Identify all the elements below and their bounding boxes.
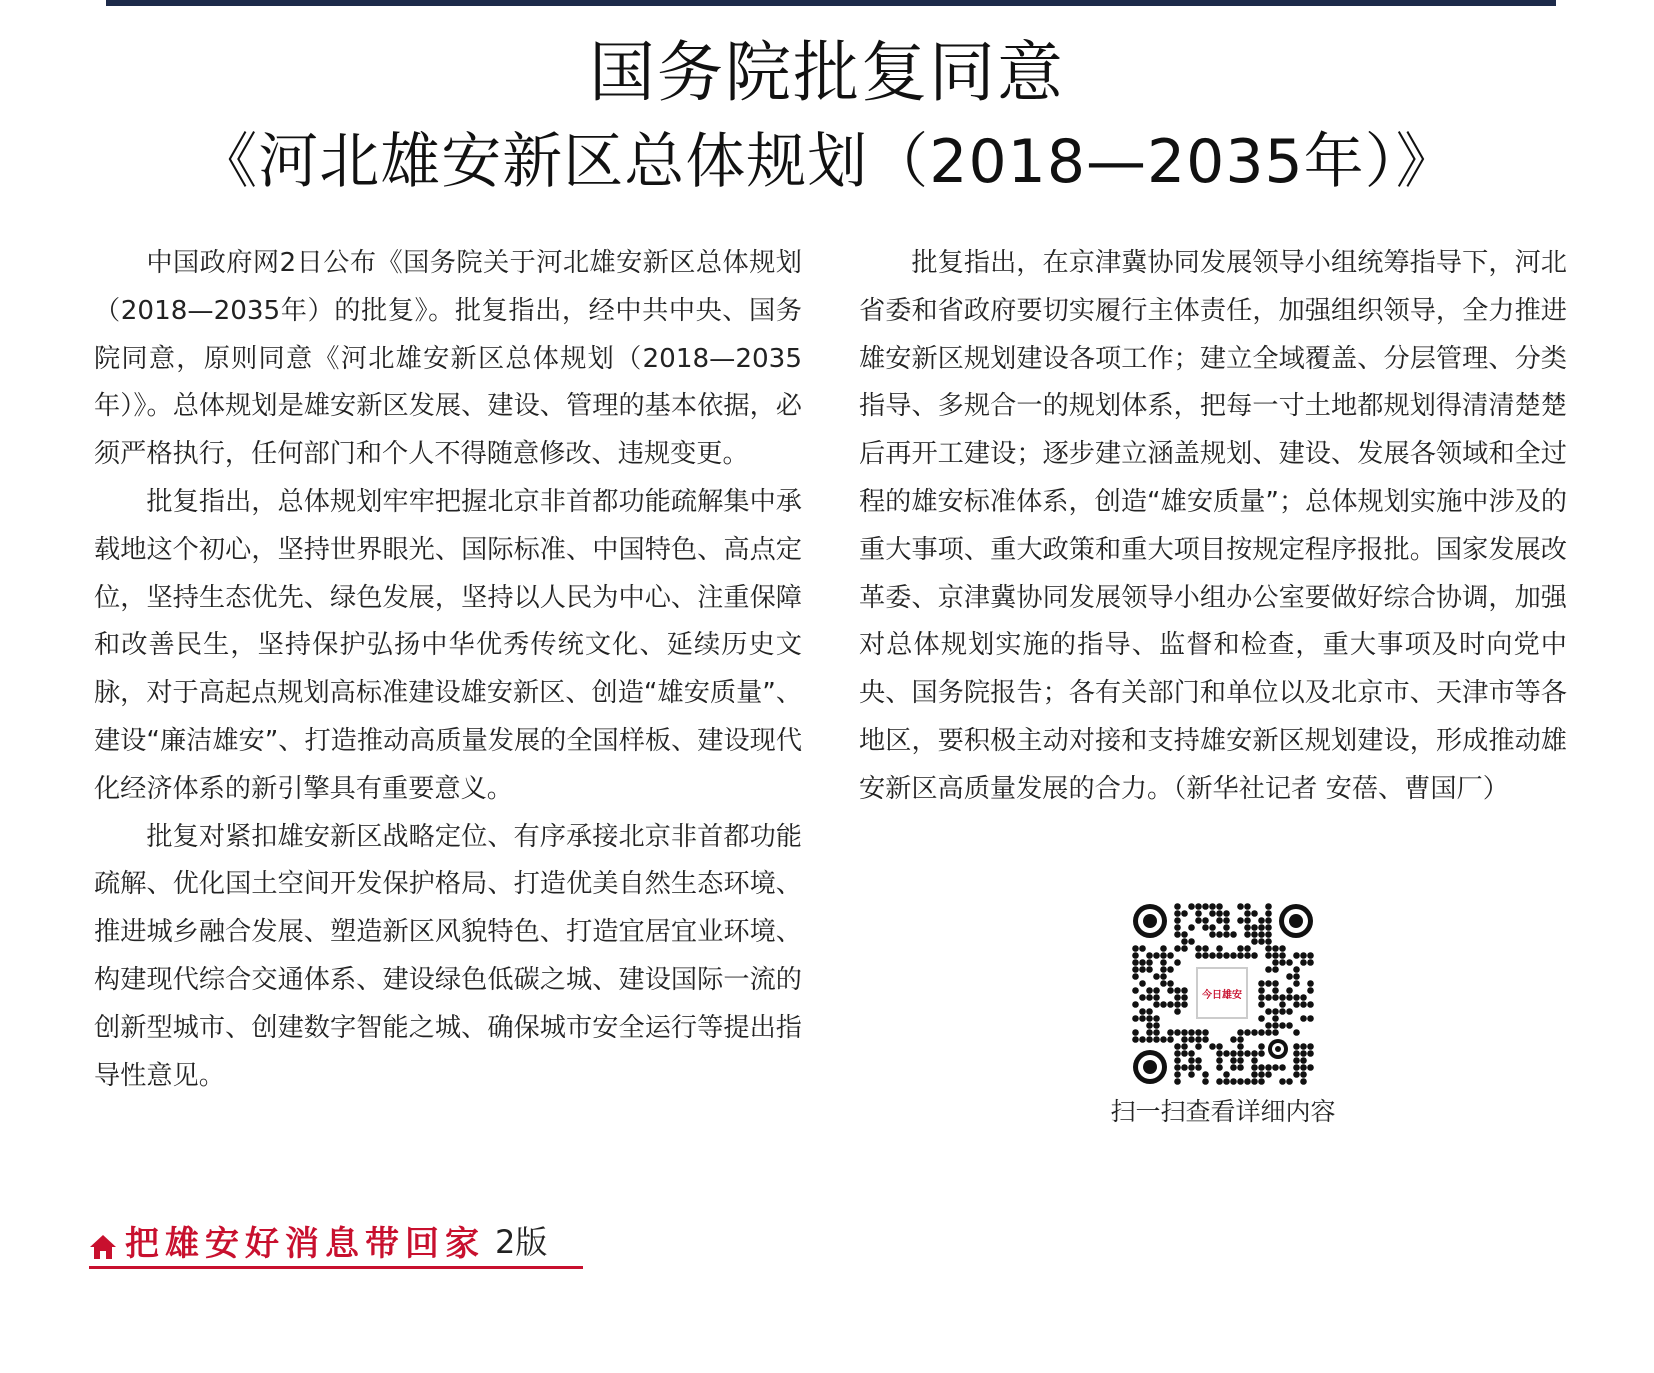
footer-underline	[89, 1266, 583, 1269]
footer-reference[interactable]	[89, 1218, 547, 1262]
footer-title: 把雄安好消息带回家	[125, 1223, 485, 1264]
qr-caption: 扫一扫查看详细内容	[1110, 1097, 1336, 1126]
headline	[0, 32, 1654, 210]
right-column	[859, 240, 1567, 814]
footer-page: 2版	[495, 1223, 548, 1261]
qr-logo: 今日雄安	[1196, 967, 1248, 1019]
top-rule	[106, 0, 1556, 6]
qr-code[interactable]	[1132, 903, 1314, 1085]
paragraph: 批复对紧扣雄安新区战略定位、有序承接北京非首都功能疏解、优化国土空间开发保护格局、打造优美自然生态环境、推进城乡融合发展、塑造新区风貌特色、打造宜居宜业环境、构建现代综合交通体系、建设绿色低碳之城、建设国际一流的创新型城市、创建数字智能之城、确保城市安全运行等提出指导性意见。	[94, 821, 802, 1091]
house-icon	[89, 1233, 117, 1261]
paragraph: 批复指出，总体规划牢牢把握北京非首都功能疏解集中承载地这个初心，坚持世界眼光、国际标准、中国特色、高点定位，坚持生态优先、绿色发展，坚持以人民为中心、注重保障和改善民生，坚持保护弘扬中华优秀传统文化、延续历史文脉，对于高起点规划高标准建设雄安新区、创造“雄安质量”、建设“廉洁雄安”、打造推动高质量发展的全国样板、建设现代化经济体系的新引擎具有重要意义。	[94, 486, 803, 804]
left-column	[94, 240, 802, 1100]
paragraph: 中国政府网2日公布《国务院关于河北雄安新区总体规划（2018—2035年）的批复》。批复指出，经中共中央、国务院同意，原则同意《河北雄安新区总体规划（2018—2035年）》。总体规划是雄安新区发展、建设、管理的基本依据，必须严格执行，任何部门和个人不得随意修改、违规变更。	[94, 248, 802, 470]
headline-line-2: 《河北雄安新区总体规划（2018—2035年）》	[197, 127, 1457, 197]
qr-block	[1083, 903, 1363, 1129]
paragraph: 批复指出，在京津冀协同发展领导小组统筹指导下，河北省委和省政府要切实履行主体责任，加强组织领导，全力推进雄安新区规划建设各项工作；建立全域覆盖、分层管理、分类指导、多规合一的规划体系，把每一寸土地都规划得清清楚楚后再开工建设；逐步建立涵盖规划、建设、发展各领域和全过程的雄安标准体系，创造“雄安质量”；总体规划实施中涉及的重大事项、重大政策和重大项目按规定程序报批。国家发展改革委、京津冀协同发展领导小组办公室要做好综合协调，加强对总体规划实施的指导、监督和检查，重大事项及时向党中央、国务院报告；各有关部门和单位以及北京市、天津市等各地区，要积极主动对接和支持雄安新区规划建设，形成推动雄安新区高质量发展的合力。（新华社记者 安蓓、曹国厂）	[859, 248, 1568, 804]
headline-line-1: 国务院批复同意	[589, 34, 1065, 111]
